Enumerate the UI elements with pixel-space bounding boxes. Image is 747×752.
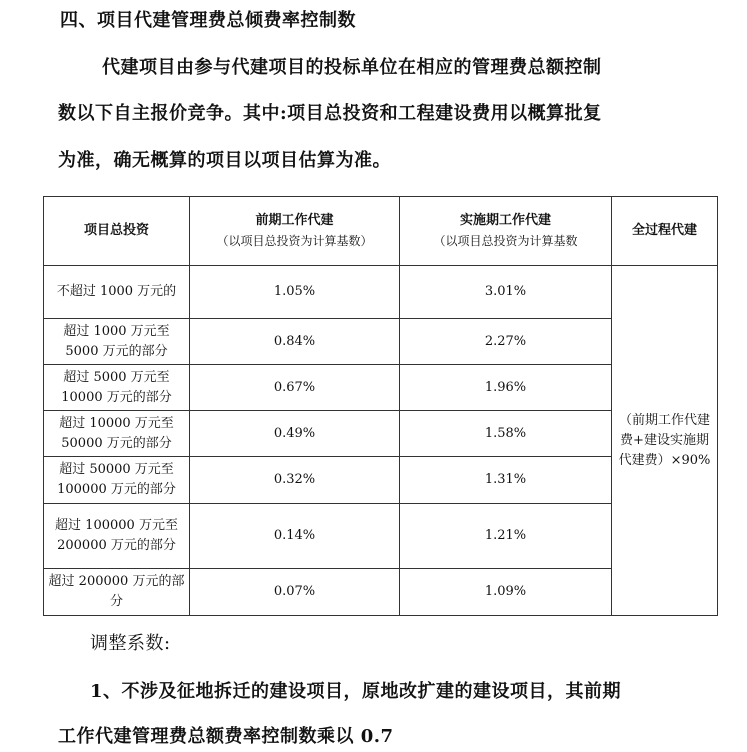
- header-pre-stage: 前期工作代建 （以项目总投资为计算基数）: [190, 197, 400, 266]
- header-total-investment: 项目总投资: [44, 197, 190, 266]
- pre-rate-cell: 1.05%: [190, 266, 400, 319]
- pre-rate-cell: 0.49%: [190, 411, 400, 457]
- table-header-row: [44, 197, 718, 266]
- section-heading: 四、项目代建管理费总倾费率控制数: [60, 10, 356, 31]
- impl-rate-cell: 1.21%: [400, 504, 612, 569]
- impl-rate-cell: 1.58%: [400, 411, 612, 457]
- pre-rate-cell: 0.67%: [190, 365, 400, 411]
- adjustment-item-1-continued: 工作代建管理费总额费率控制数乘以 0.7: [58, 726, 394, 747]
- intro-line-3: 为准，确无概算的项目以项目估算为准。: [58, 150, 391, 171]
- intro-line-1: 代建项目由参与代建项目的投标单位在相应的管理费总额控制: [102, 57, 602, 78]
- adjustment-title: 调整系数:: [90, 633, 171, 654]
- pre-rate-cell: 0.84%: [190, 319, 400, 365]
- fee-rate-table: [43, 196, 718, 616]
- intro-line-2: 数以下自主报价竞争。其中:项目总投资和工程建设费用以概算批复: [58, 103, 602, 124]
- range-cell: 超过 200000 万元的部分: [44, 569, 190, 616]
- range-cell: 超过 1000 万元至 5000 万元的部分: [44, 319, 190, 365]
- impl-rate-cell: 1.09%: [400, 569, 612, 616]
- header-full-process: 全过程代建: [612, 197, 718, 266]
- range-cell: 超过 10000 万元至 50000 万元的部分: [44, 411, 190, 457]
- header-pre-stage-basis: （以项目总投资为计算基数）: [216, 234, 373, 248]
- header-implementation-basis: （以项目总投资为计算基数: [433, 234, 578, 248]
- impl-rate-cell: 2.27%: [400, 319, 612, 365]
- header-implementation-stage: 实施期工作代建 （以项目总投资为计算基数: [400, 197, 612, 266]
- table-row: [44, 266, 718, 319]
- impl-rate-cell: 1.96%: [400, 365, 612, 411]
- full-process-cell: （前期工作代建费+建设实施期代建费）×90%: [612, 266, 718, 616]
- pre-rate-cell: 0.32%: [190, 457, 400, 504]
- impl-rate-cell: 3.01%: [400, 266, 612, 319]
- range-cell: 超过 5000 万元至 10000 万元的部分: [44, 365, 190, 411]
- adjustment-item-1: 1、不涉及征地拆迁的建设项目，原地改扩建的建设项目，其前期: [90, 681, 622, 702]
- range-cell: 超过 100000 万元至 200000 万元的部分: [44, 504, 190, 569]
- pre-rate-cell: 0.07%: [190, 569, 400, 616]
- range-cell: 超过 50000 万元至 100000 万元的部分: [44, 457, 190, 504]
- range-cell: 不超过 1000 万元的: [44, 266, 190, 319]
- pre-rate-cell: 0.14%: [190, 504, 400, 569]
- impl-rate-cell: 1.31%: [400, 457, 612, 504]
